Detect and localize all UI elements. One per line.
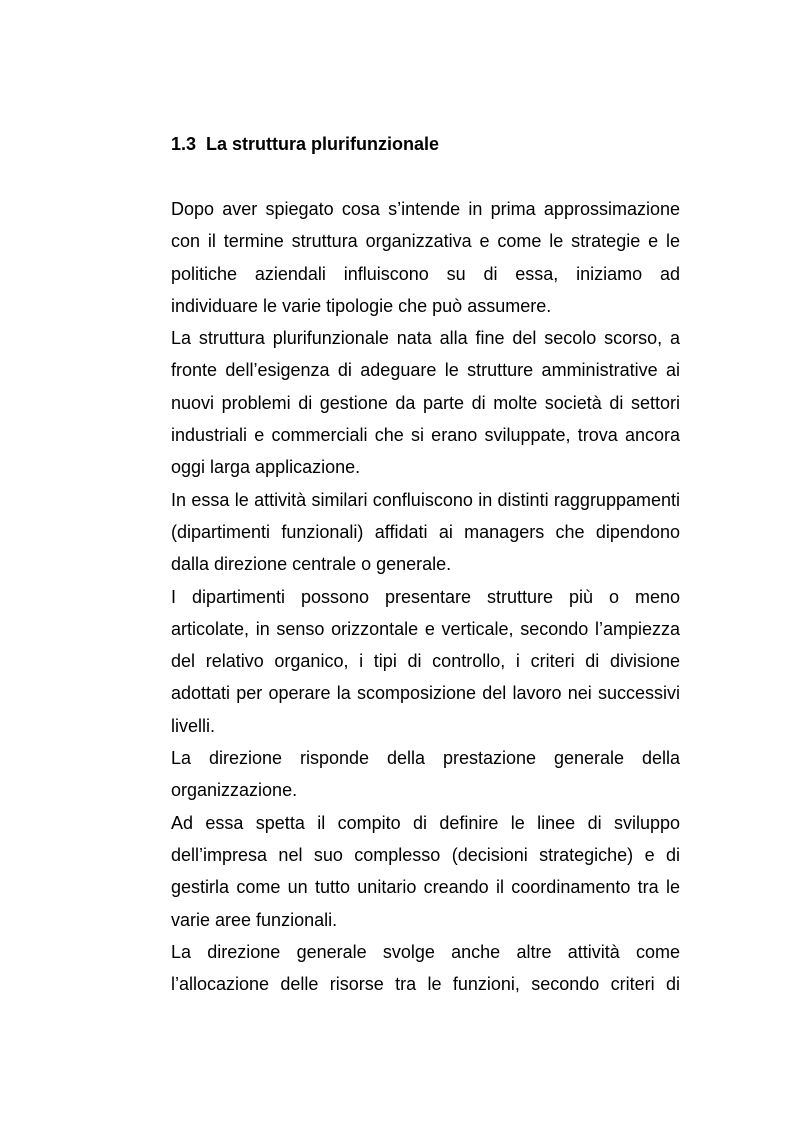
paragraph-5: La direzione risponde della prestazione generale della organizzazione. [171, 748, 680, 801]
paragraph-1: Dopo aver spiegato cosa s’intende in prima approssimazione con il termine struttura organizzativa e come le strategie e le politiche aziendali influiscono su di essa, iniziamo ad individuare le varie tipologie che può assumere. [171, 199, 680, 316]
paragraph-6: Ad essa spetta il compito di definire le linee di sviluppo dell’impresa nel suo complesso (decisioni strategiche) e di gestirla come un tutto unitario creando il coordinamento tra le varie aree funzionali. [171, 812, 680, 930]
document-page [171, 128, 680, 1000]
paragraph-3: In essa le attività similari confluiscono in distinti raggruppamenti (dipartimenti funzionali) affidati ai managers che dipendono dalla direzione centrale o generale. [171, 489, 680, 575]
paragraph-7: La direzione generale svolge anche altre attività come l’allocazione delle risorse tra le funzioni, secondo criteri di [171, 941, 680, 995]
paragraph-2: La struttura plurifunzionale nata alla fine del secolo scorso, a fronte dell’esigenza di adeguare le strutture amministrative ai nuovi problemi di gestione da parte di molte società di settori industriali e commerciali che si erano sviluppate, trova ancora oggi larga applicazione. [171, 328, 680, 478]
section-heading: 1.3 La struttura plurifunzionale [171, 134, 440, 154]
body-text [171, 193, 680, 1000]
paragraph-4: I dipartimenti possono presentare strutture più o meno articolate, in senso orizzontale e verticale, secondo l’ampiezza del relativo organico, i tipi di controllo, i criteri di divisione adottati per operare la scomposizione del lavoro nei successivi livelli. [171, 586, 680, 736]
